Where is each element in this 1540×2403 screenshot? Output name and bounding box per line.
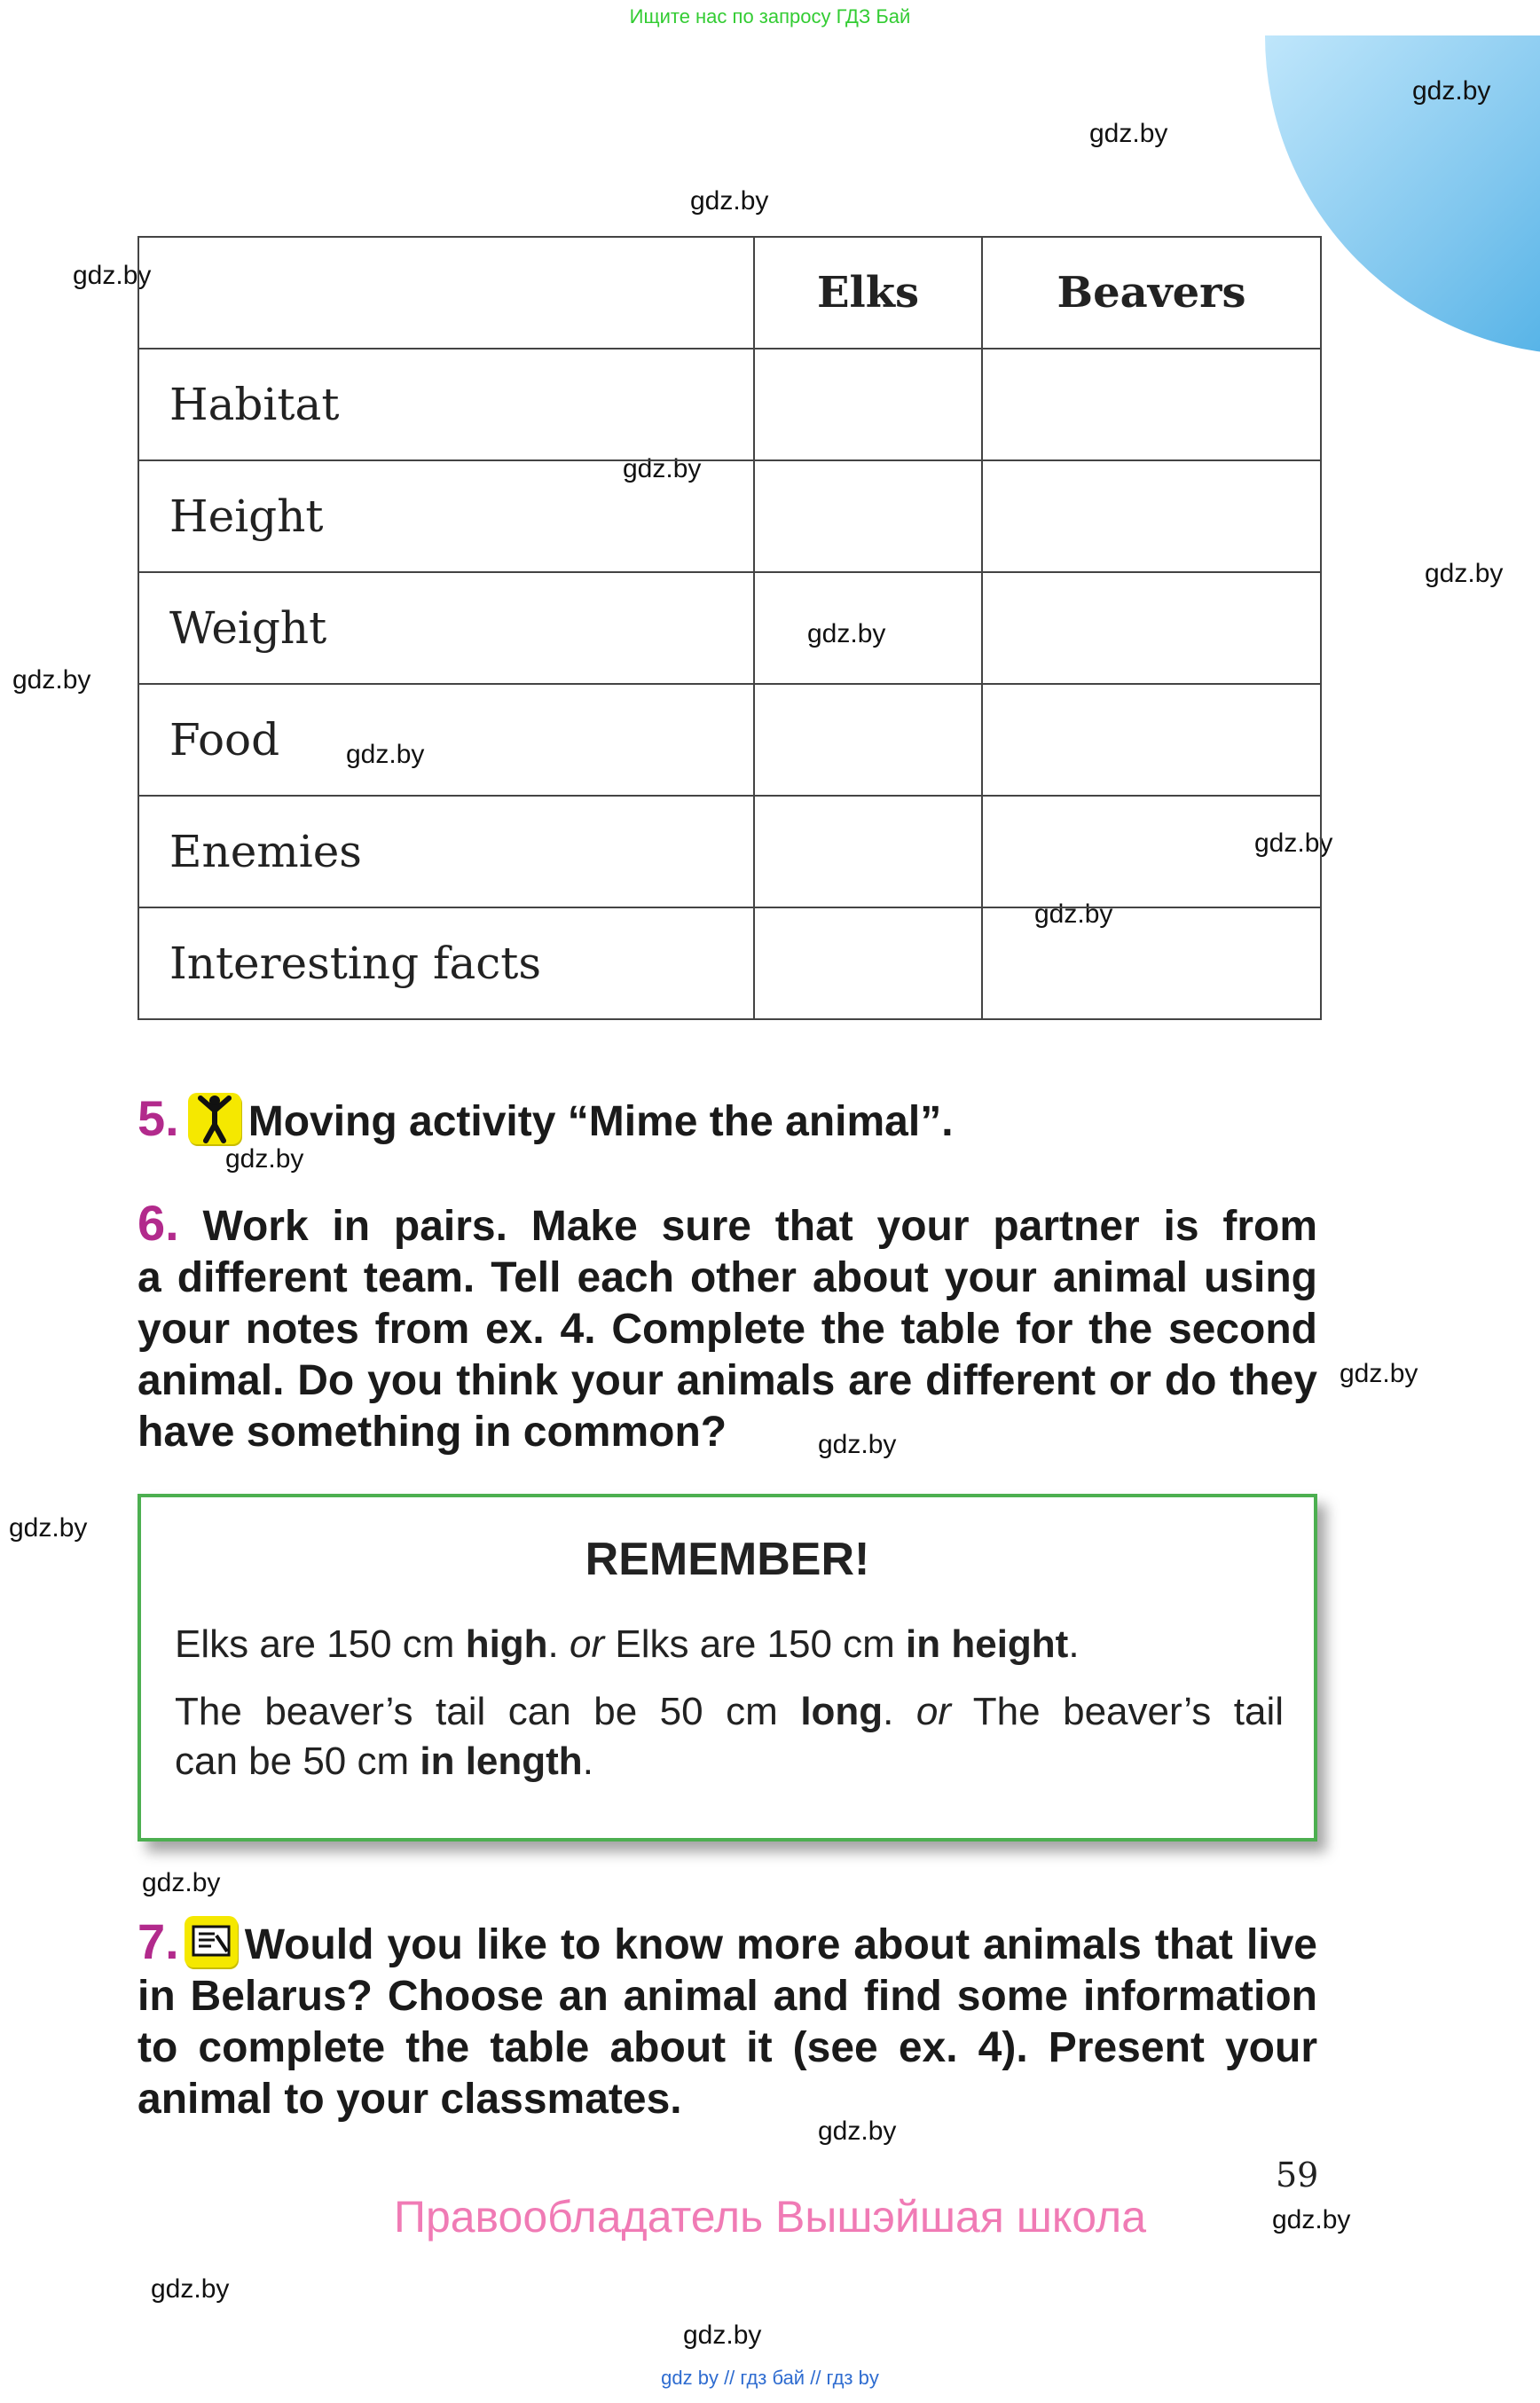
remember-title: REMEMBER! [585,1534,870,1585]
page-number: 59 [1276,2156,1319,2195]
table-cell-empty [754,349,982,460]
watermark: gdz.by [1254,828,1333,858]
task-number: 7. [138,1913,179,1969]
table-row [138,907,1321,1019]
watermark: gdz.by [142,1868,221,1897]
table-cell-empty [982,572,1321,684]
watermark: gdz.by [1425,559,1504,588]
remember-line: The beaver’s tail can be 50 cm long. or The beaver’s tail [175,1690,1285,1733]
task-5 [138,1090,954,1148]
table-cell-empty [982,460,1321,572]
task-text: Moving activity “Mime the animal”. [248,1098,954,1145]
watermark: gdz.by [1034,899,1113,929]
row-label-height: Height [138,460,754,572]
watermark: gdz.by [1272,2205,1351,2234]
watermark: gdz.by [12,665,91,695]
table-row [138,796,1321,907]
table-cell-empty [754,684,982,796]
watermark: gdz.by [690,186,769,216]
table-header-elks: Elks [754,237,982,349]
watermark: gdz.by [683,2321,762,2350]
table-cell-empty [982,349,1321,460]
notebook-icon [185,1916,238,1967]
row-label-habitat: Habitat [138,349,754,460]
table-cell-empty [982,684,1321,796]
task-line: in Belarus? Choose an animal and find some information [138,1973,1317,2020]
table-header-row [138,237,1321,349]
task-line: your notes from ex. 4. Complete the table for the second [138,1306,1317,1353]
remember-line: Elks are 150 cm high. or Elks are 150 cm in height. [175,1622,1080,1666]
watermark: gdz.by [346,740,425,769]
table-cell-empty [982,907,1321,1019]
watermark: gdz.by [225,1144,304,1174]
row-label-enemies: Enemies [138,796,754,907]
animal-comparison-table [138,236,1322,1020]
watermark: gdz.by [818,2116,897,2146]
task-line: a different team. Tell each other about your animal using [138,1254,1317,1301]
table-cell-empty [754,796,982,907]
footer-links[interactable]: gdz by // гдз бай // гдз by [661,2367,879,2389]
task-6 [138,1195,1317,1458]
watermark: gdz.by [807,619,886,648]
task-number: 5. [138,1090,179,1146]
row-label-food: Food [138,684,754,796]
watermark: gdz.by [9,1513,88,1543]
remember-box [138,1494,1317,1842]
remember-line: can be 50 cm in length. [175,1739,593,1783]
table-cell-empty [754,907,982,1019]
row-label-interesting-facts: Interesting facts [138,907,754,1019]
watermark: gdz.by [151,2274,230,2304]
task-line: animal. Do you think your animals are different or do they [138,1357,1317,1404]
table-header-beavers: Beavers [982,237,1321,349]
row-label-weight: Weight [138,572,754,684]
table-header-blank [138,237,754,349]
task-line: to complete the table about it (see ex. 4). Present your [138,2024,1317,2071]
table-cell-empty [754,460,982,572]
watermark: gdz.by [1340,1359,1418,1388]
table-cell-empty [982,796,1321,907]
task-line: have something in common? [138,1409,727,1456]
watermark: gdz.by [623,454,702,483]
table-row [138,460,1321,572]
task-number: 6. [138,1195,179,1251]
watermark: gdz.by [73,261,152,290]
table-cell-empty [754,572,982,684]
task-line: animal to your classmates. [138,2076,682,2123]
watermark: gdz.by [818,1430,897,1459]
table-row [138,349,1321,460]
task-line: 6. Work in pairs. Make sure that your partner is from [138,1195,1317,1251]
person-moving-icon [188,1093,241,1144]
task-7 [138,1913,1317,2125]
rights-holder-text: Правообладатель Вышэйшая школа [394,2192,1146,2242]
top-banner: Ищите нас по запросу ГДЗ Бай [629,5,911,27]
task-line: 7. Would you like to know more about animals that live [138,1913,1317,1969]
watermark: gdz.by [1089,119,1168,148]
table-row [138,684,1321,796]
watermark: gdz.by [1412,76,1491,106]
table-row [138,572,1321,684]
